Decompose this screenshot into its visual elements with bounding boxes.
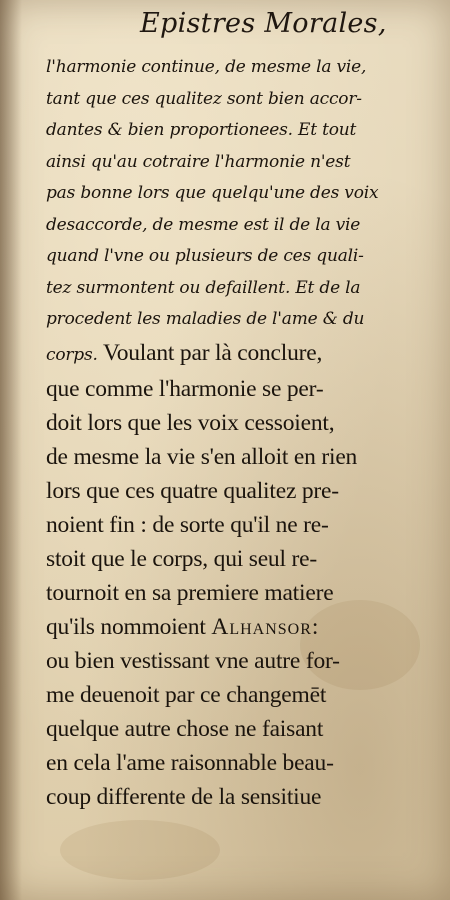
text-line: de mesme la vie s'en alloit en rien	[46, 443, 358, 470]
text-line: l'harmonie continue, de mesme la vie,	[46, 57, 367, 77]
text-line: coup differente de la sensitiue	[46, 783, 322, 810]
text-line: lors que ces quatre qualitez pre-	[46, 477, 339, 504]
text-line: me deuenoit par ce changemēt	[46, 681, 327, 708]
running-head: Epistres Morales,	[140, 8, 387, 39]
text-line: desaccorde, de mesme est il de la vie	[46, 214, 361, 235]
text-line: doit lors que les voix cessoient,	[46, 409, 335, 436]
text-line: pas bonne lors que quelqu'une des voix	[46, 183, 379, 203]
text-line: quelque autre chose ne faisant	[46, 715, 324, 742]
text-line-with-name	[46, 610, 436, 644]
mixed-text-line	[46, 336, 436, 372]
text-line: stoit que le corps, qui seul re-	[46, 545, 317, 572]
text-line: ainsi qu'au cotraire l'harmonie n'est	[46, 151, 351, 172]
page-body	[46, 52, 436, 814]
text-line: que comme l'harmonie se per-	[46, 375, 324, 402]
italic-passage	[46, 52, 436, 336]
text-line: en cela l'ame raisonnable beau-	[46, 749, 334, 776]
roman-phrase: qu'ils nommoient	[46, 613, 206, 640]
text-line: ou bien vestissant vne autre for-	[46, 647, 340, 674]
text-line: quand l'vne ou plusieurs de ces quali-	[46, 246, 364, 266]
italic-word: corps.	[46, 344, 98, 365]
paper-stain	[60, 820, 220, 880]
text-line: noient fin : de sorte qu'il ne re-	[46, 511, 329, 538]
proper-name: Alhansor:	[211, 613, 320, 640]
text-line: tez surmontent ou defaillent. Et de la	[46, 277, 361, 298]
roman-phrase: Voulant par là conclure,	[97, 339, 323, 366]
roman-passage	[46, 336, 436, 814]
text-line: dantes & bien proportionees. Et tout	[46, 120, 357, 140]
text-line: tournoit en sa premiere matiere	[46, 579, 334, 606]
page-gutter-shadow	[0, 0, 22, 900]
text-line: tant que ces qualitez sont bien accor-	[46, 88, 362, 109]
text-line: procedent les maladies de l'ame & du	[46, 309, 365, 329]
